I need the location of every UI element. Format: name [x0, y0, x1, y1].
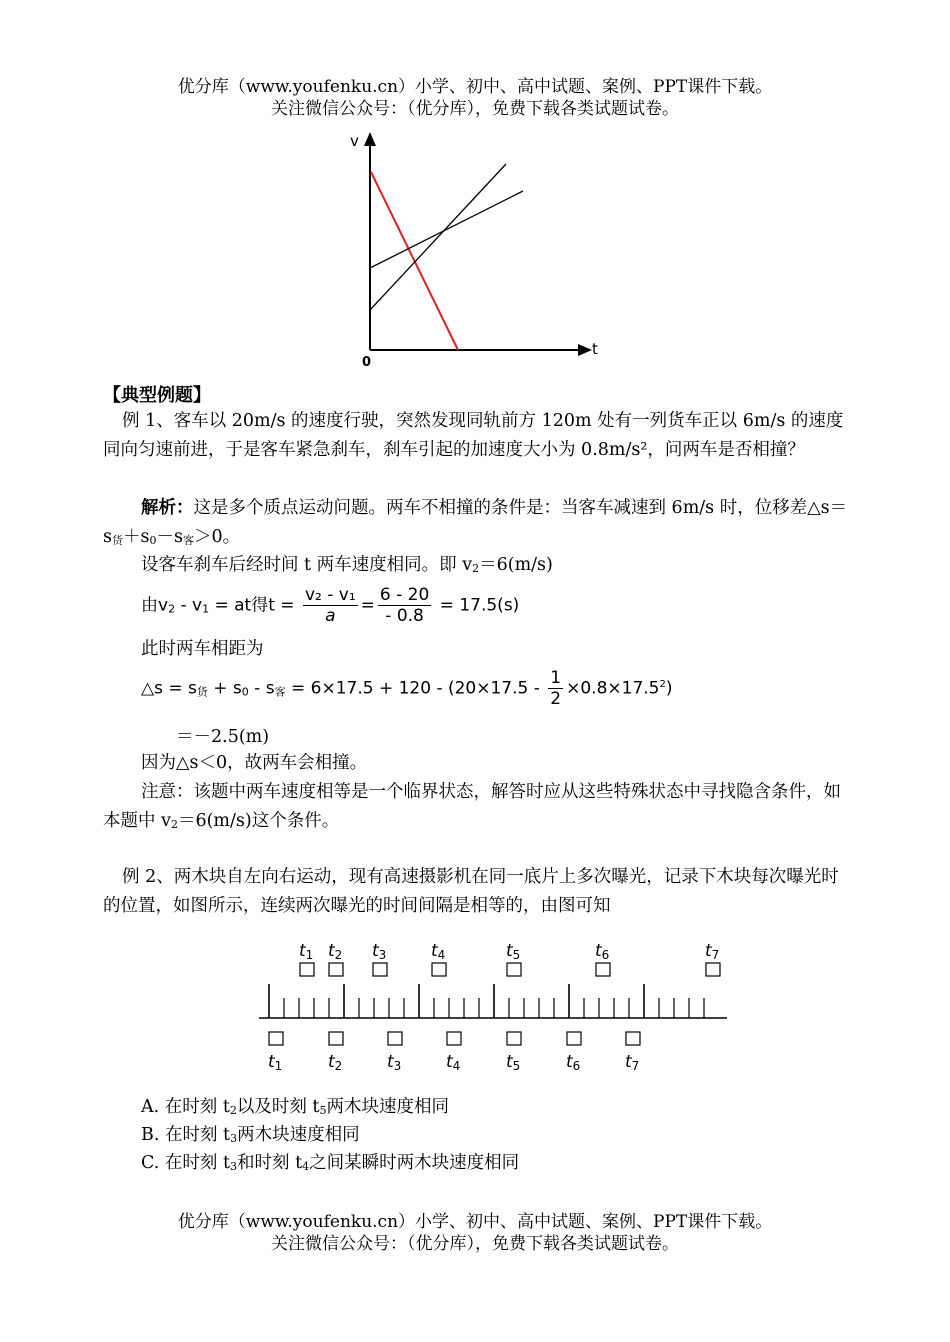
top-block-5 — [507, 963, 521, 976]
option-b-text: B. 在时刻 t — [141, 1125, 231, 1145]
option-c-text-c: 之间某瞬时两木块速度相同 — [309, 1153, 520, 1173]
f1-eq: = at得t = — [209, 595, 300, 616]
bottom-label-1: t1 — [268, 1052, 283, 1073]
sub-huo: 货 — [111, 534, 123, 547]
t-axis-arrow — [578, 344, 592, 356]
top-block-4 — [432, 963, 446, 976]
bottom-label-3: t3 — [387, 1052, 402, 1073]
sub-0: 0 — [149, 534, 157, 547]
f2-e: ×0.8×17.5 — [566, 678, 660, 699]
bottom-block-2 — [329, 1032, 343, 1045]
top-block-6 — [596, 963, 610, 976]
f2-c: - s — [248, 678, 275, 699]
vt-graph — [340, 128, 610, 368]
bottom-label-6: t6 — [566, 1052, 581, 1073]
f1-num2: 6 - 20 — [379, 585, 430, 605]
origin-label: 0 — [362, 355, 372, 368]
option-b-sub1: 3 — [230, 1132, 238, 1145]
note-text-b: ＝6(m/s)这个条件。 — [177, 811, 340, 831]
footer-line-1: 优分库（www.youfenku.cn）小学、初中、高中试题、案例、PPT课件下载。 — [177, 1212, 773, 1232]
v-axis-arrow — [364, 132, 376, 146]
top-label-3: t3 — [372, 941, 387, 962]
option-b-text-b: 两木块速度相同 — [237, 1125, 360, 1145]
f2-sub-ke: 客 — [274, 685, 286, 699]
top-block-7 — [706, 963, 720, 976]
t-axis-label: t — [592, 340, 598, 358]
bottom-block-3 — [388, 1032, 402, 1045]
header-line-2: 关注微信公众号：（优分库），免费下载各类试题试卷。 — [271, 99, 679, 119]
bottom-block-5 — [507, 1032, 521, 1045]
scale-ticks — [269, 984, 704, 1018]
bottom-label-7: t7 — [625, 1052, 640, 1073]
bottom-label-4: t4 — [446, 1052, 461, 1073]
f1-fraction-2 — [378, 585, 431, 626]
example1-question: 例 1、客车以 20m/s 的速度行驶，突然发现同轨前方 120m 处有一列货车正以 6m/s 的速度同向匀速前进，于是客车紧急刹车，刹车引起的加速度大小为 0.8m/s²，问两车是否相撞？ — [103, 411, 844, 460]
analysis-text-c: －s — [156, 527, 183, 547]
option-c-text-b: 和时刻 t — [237, 1153, 303, 1173]
option-c-sub2: 4 — [302, 1160, 310, 1173]
sub-ke: 客 — [182, 534, 194, 547]
v-axis-label: v — [350, 132, 359, 150]
f2-a: △s = s — [141, 678, 197, 699]
example1-note — [103, 778, 848, 839]
bottom-block-4 — [447, 1032, 461, 1045]
header-line-1: 优分库（www.youfenku.cn）小学、初中、高中试题、案例、PPT课件下载。 — [177, 77, 773, 97]
option-a-text-b: 以及时刻 t — [236, 1097, 320, 1117]
exposure-diagram — [255, 936, 735, 1076]
top-label-1: t1 — [299, 941, 314, 962]
option-a-text: A. 在时刻 t — [141, 1097, 230, 1117]
top-label-2: t2 — [328, 941, 343, 962]
f1-den2: - 0.8 — [385, 606, 424, 626]
bottom-block-6 — [567, 1032, 581, 1045]
f1-result: = 17.5(s) — [434, 595, 520, 616]
option-a-sub2: 5 — [319, 1104, 327, 1117]
formula-time: 由$v_2 - v_1$ = at得t = $\frac{\text{v₂ - v₁}}{a}$ = $\frac{6 - 20}{- 0.8}$ = 17.5(s) — [141, 585, 520, 626]
f2-d: = 6×17.5 + 120 - (20×17.5 - — [285, 678, 546, 699]
setup-sub: 2 — [472, 562, 480, 575]
bottom-label-5: t5 — [506, 1052, 521, 1073]
analysis-text: 这是多个质点运动问题。两车不相撞的条件是：当客车减速到 6m/s 时，位移差△s＝s — [103, 498, 848, 547]
setup-text-b: ＝6(m/s) — [479, 555, 553, 575]
f1-num: v₂ - v₁ — [304, 585, 356, 605]
top-block-2 — [329, 963, 343, 976]
top-block-3 — [373, 963, 387, 976]
example1-result: ＝－2.5(m) — [176, 727, 270, 747]
f2-sub-huo: 货 — [196, 685, 208, 699]
bottom-block-1 — [269, 1032, 283, 1045]
top-blocks — [299, 941, 720, 976]
distance-intro: 此时两车相距为 — [141, 639, 264, 659]
f1-prefix: 由v — [141, 595, 169, 616]
bottom-block-7 — [626, 1032, 640, 1045]
f2-sub-0: 0 — [241, 685, 249, 699]
f2-b: + s — [207, 678, 242, 699]
option-a-text-c: 两木块速度相同 — [326, 1097, 449, 1117]
note-sub: 2 — [170, 818, 178, 831]
top-label-4: t4 — [431, 941, 446, 962]
top-label-5: t5 — [506, 941, 521, 962]
footer-line-2: 关注微信公众号：（优分库），免费下载各类试题试卷。 — [271, 1234, 679, 1254]
section-title: 【典型例题】 — [103, 385, 211, 406]
analysis-label: 解析： — [141, 498, 194, 518]
f2-f: ) — [665, 678, 673, 699]
note-text-a: 注意：该题中两车速度相等是一个临界状态，解答时应从这些特殊状态中寻找隐含条件，如本题中 v — [103, 782, 841, 831]
option-c — [141, 1149, 848, 1181]
formula-distance: △s = $s_货 + s_0 - s_客 = 6\times 17.5 + 120 - (20\times 17.5$ - $\frac{1}{2}$ $\times 0.8\times 17.5^2$) — [141, 668, 673, 709]
example2-question: 例 2、两木块自左向右运动，现有高速摄影机在同一底片上多次曝光，记录下木块每次曝光时的位置，如图所示，连续两次曝光的时间间隔是相等的，由图可知 — [103, 867, 839, 916]
f2-frac-den: 2 — [550, 689, 562, 709]
option-c-sub1: 3 — [230, 1160, 237, 1173]
line-steep — [370, 164, 506, 310]
f2-fraction — [548, 668, 563, 709]
option-c-text: C. 在时刻 t — [141, 1153, 230, 1173]
setup-text: 设客车刹车后经时间 t 两车速度相同。即 v — [141, 555, 473, 575]
bottom-blocks — [268, 1032, 640, 1073]
example1-analysis — [103, 494, 848, 555]
f1-mid: - v — [175, 595, 203, 616]
analysis-text-d: ＞0。 — [193, 527, 241, 547]
f1-den: a — [325, 606, 336, 626]
example1-conclusion: 因为△s＜0，故两车会相撞。 — [141, 753, 368, 773]
f1-fraction-1 — [303, 585, 358, 626]
option-a-sub1: 2 — [229, 1104, 237, 1117]
bottom-label-2: t2 — [328, 1052, 343, 1073]
analysis-text-b: ＋s — [122, 527, 150, 547]
example1-setup — [141, 551, 848, 583]
top-label-6: t6 — [595, 941, 610, 962]
top-block-1 — [300, 963, 314, 976]
line-shallow — [370, 191, 523, 268]
top-label-7: t7 — [705, 941, 720, 962]
f2-frac-num: 1 — [550, 668, 562, 688]
